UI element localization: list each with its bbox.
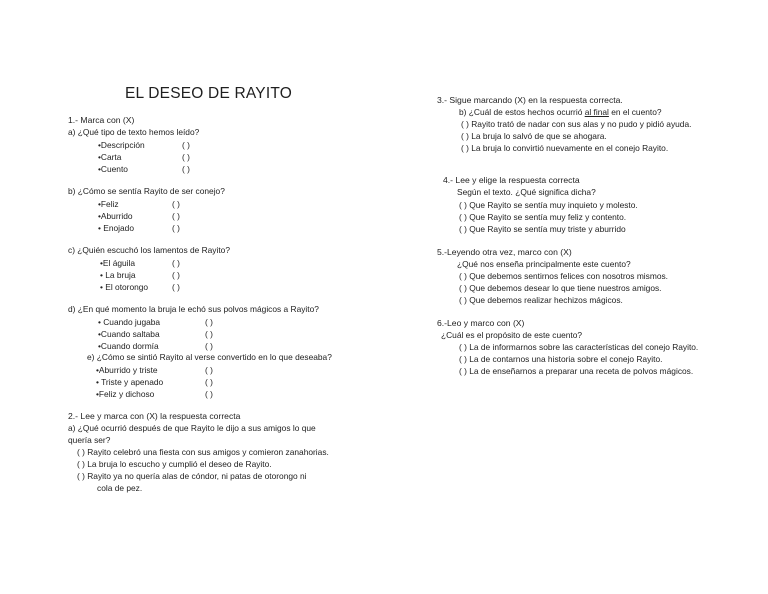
answer-box[interactable]: ( )	[182, 140, 190, 150]
page-title: EL DESEO DE RAYITO	[125, 85, 292, 102]
answer-box[interactable]: ( )	[205, 329, 213, 339]
answer-option[interactable]: ( ) La de informarnos sobre las características del conejo Rayito.	[459, 342, 699, 352]
option-label: • Triste y apenado	[96, 377, 164, 387]
answer-option[interactable]: ( ) Rayito trató de nadar con sus alas y no pudo y pidió ayuda.	[461, 119, 692, 129]
answer-option[interactable]: ( ) La bruja lo escucho y cumplió el deseo de Rayito.	[77, 459, 272, 469]
answer-box[interactable]: ( )	[172, 258, 180, 268]
option-label: •Feliz	[98, 199, 119, 209]
answer-option[interactable]: ( ) La bruja lo convirtió nuevamente en el conejo Rayito.	[461, 143, 669, 153]
answer-option[interactable]: ( ) La de contarnos una historia sobre el conejo Rayito.	[459, 354, 663, 364]
section-5-heading: 5.-Leyendo otra vez, marco con (X)	[437, 247, 572, 257]
section-4-question: Según el texto. ¿Qué significa dicha?	[457, 187, 596, 197]
section-2-question-cont: quería ser?	[68, 435, 111, 445]
question-c: c) ¿Quién escuchó los lamentos de Rayito?	[68, 245, 230, 255]
question-b: b) ¿Cómo se sentía Rayito de ser conejo?	[68, 186, 225, 196]
option-label: •Carta	[98, 152, 122, 162]
option-label: •Cuando saltaba	[98, 329, 160, 339]
answer-option[interactable]: ( ) Que Rayito se sentía muy feliz y contento.	[459, 212, 627, 222]
question-a: a) ¿Qué tipo de texto hemos leído?	[68, 127, 200, 137]
answer-box[interactable]: ( )	[182, 164, 190, 174]
answer-box[interactable]: ( )	[172, 270, 180, 280]
section-2-heading: 2.- Lee y marca con (X) la respuesta correcta	[68, 411, 241, 421]
option-label: • La bruja	[100, 270, 136, 280]
option-label: •Cuento	[98, 164, 128, 174]
section-2-question: a) ¿Qué ocurrió después de que Rayito le dijo a sus amigos lo que	[68, 423, 316, 433]
option-label: •Cuando dormía	[98, 341, 159, 351]
answer-option[interactable]: ( ) Rayito celebró una fiesta con sus amigos y comieron zanahorias.	[77, 447, 329, 457]
option-label: • El otorongo	[100, 282, 149, 292]
answer-box[interactable]: ( )	[172, 223, 180, 233]
section-5-question: ¿Qué nos enseña principalmente este cuento?	[457, 259, 631, 269]
answer-option[interactable]: ( ) Que Rayito se sentía muy inquieto y molesto.	[459, 200, 638, 210]
answer-box[interactable]: ( )	[172, 211, 180, 221]
answer-option[interactable]: ( ) Que debemos realizar hechizos mágicos.	[459, 295, 623, 305]
answer-box[interactable]: ( )	[205, 389, 213, 399]
answer-option[interactable]: ( ) Que debemos sentirnos felices con nosotros mismos.	[459, 271, 668, 281]
section-4-heading: 4.- Lee y elige la respuesta correcta	[443, 175, 580, 185]
answer-box[interactable]: ( )	[205, 377, 213, 387]
option-label: • Cuando jugaba	[98, 317, 161, 327]
section-3-heading: 3.- Sigue marcando (X) en la respuesta correcta.	[437, 95, 623, 105]
option-label: •Descripción	[98, 140, 145, 150]
option-label: • Enojado	[98, 223, 134, 233]
answer-option[interactable]: ( ) Rayito ya no quería alas de cóndor, ni patas de otorongo ni	[77, 471, 307, 481]
section-6-heading: 6.-Leo y marco con (X)	[437, 318, 525, 328]
section-3-question: b) ¿Cuál de estos hechos ocurrió al final en el cuento?	[459, 107, 662, 117]
option-label: •El águila	[100, 258, 136, 268]
answer-box[interactable]: ( )	[205, 365, 213, 375]
option-label: •Aburrido y triste	[96, 365, 158, 375]
answer-box[interactable]: ( )	[182, 152, 190, 162]
option-label: •Feliz y dichoso	[96, 389, 155, 399]
question-e: e) ¿Cómo se sintió Rayito al verse convertido en lo que deseaba?	[87, 352, 332, 362]
answer-option[interactable]: ( ) Que debemos desear lo que tiene nuestros amigos.	[459, 283, 662, 293]
answer-box[interactable]: ( )	[172, 199, 180, 209]
underlined-text: al final	[584, 107, 609, 117]
answer-option[interactable]: ( ) Que Rayito se sentía muy triste y aburrido	[459, 224, 626, 234]
section-6-question: ¿Cuál es el propósito de este cuento?	[441, 330, 583, 340]
answer-box[interactable]: ( )	[172, 282, 180, 292]
answer-option-cont: cola de pez.	[97, 483, 143, 493]
section-1-heading: 1.- Marca con (X)	[68, 115, 135, 125]
answer-box[interactable]: ( )	[205, 341, 213, 351]
answer-box[interactable]: ( )	[205, 317, 213, 327]
option-label: •Aburrido	[98, 211, 133, 221]
answer-option[interactable]: ( ) La bruja lo salvó de que se ahogara.	[461, 131, 607, 141]
answer-option[interactable]: ( ) La de enseñarnos a preparar una receta de polvos mágicos.	[459, 366, 694, 376]
question-d: d) ¿En qué momento la bruja le echó sus polvos mágicos a Rayito?	[68, 304, 319, 314]
